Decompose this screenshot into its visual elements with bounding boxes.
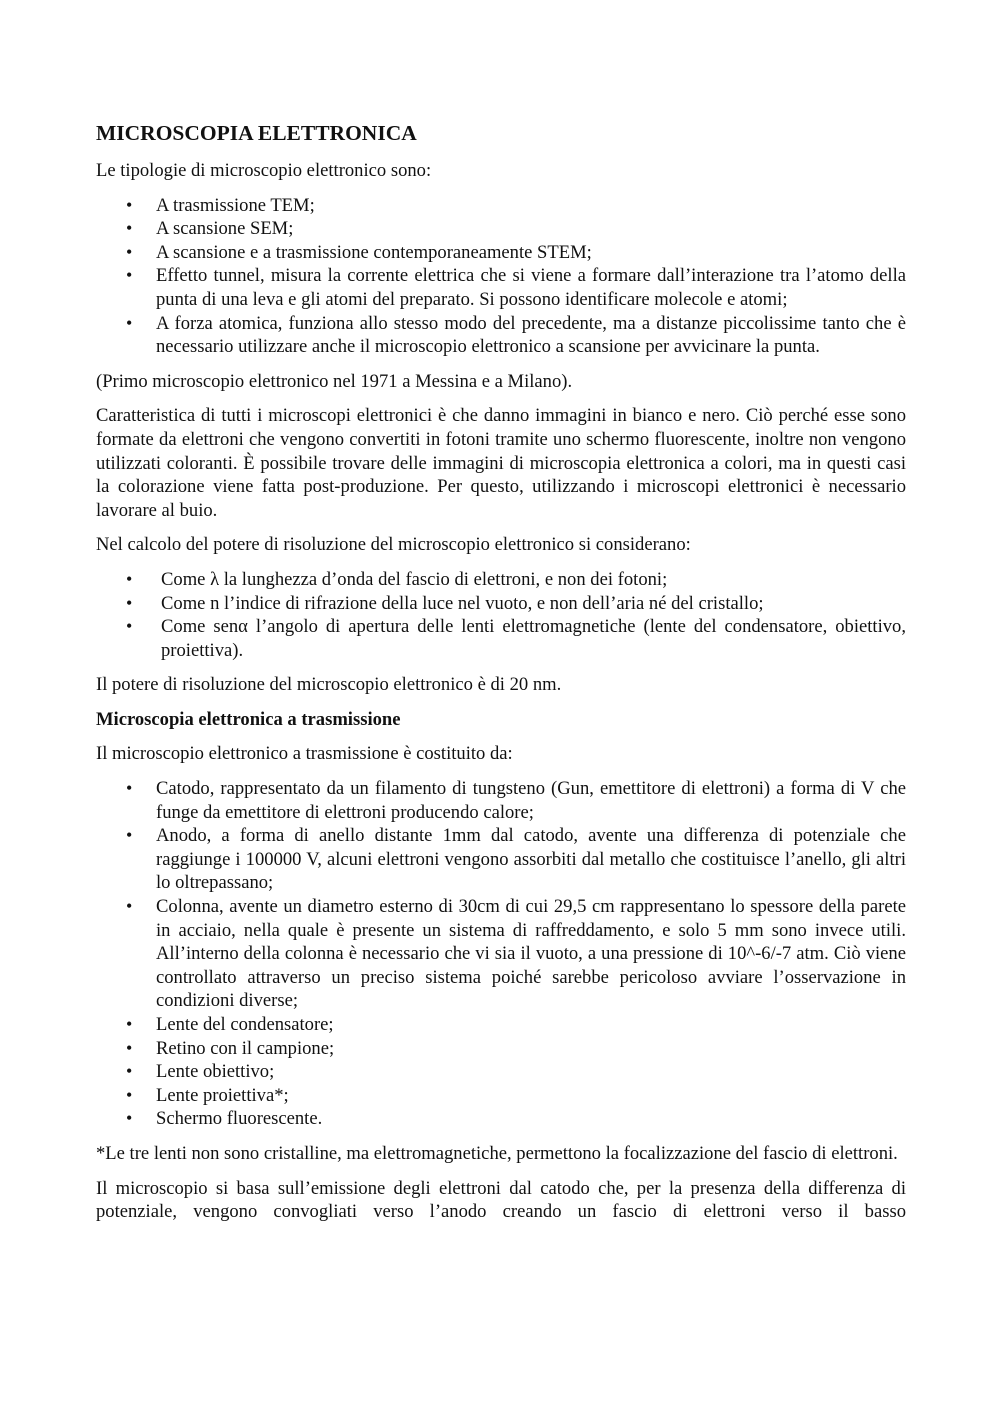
resolution-list [96, 568, 906, 662]
list-item: • A scansione e a trasmissione contemporaneamente STEM; [96, 241, 906, 265]
list-item: • Effetto tunnel, misura la corrente elettrica che si viene a formare dall’interazione tra l’atomo della punta di una leva e gli atomi del preparato. Si possono identificare molecole e atomi; [96, 264, 906, 311]
intro-text: Le tipologie di microscopio elettronico sono: [96, 160, 432, 181]
page-title: MICROSCOPIA ELETTRONICA [96, 121, 417, 145]
lens-note: *Le tre lenti non sono cristalline, ma elettromagnetiche, permettono la focalizzazione del fascio di elettroni. [96, 1142, 898, 1164]
list-item: • Come senα l’angolo di apertura delle lenti elettromagnetiche (lente del condensatore, obiettivo, proiettiva). [96, 615, 906, 662]
list-item: • Colonna, avente un diametro esterno di 30cm di cui 29,5 cm rappresentano lo spessore della parete in acciaio, nella quale è presente un sistema di raffreddamento, e solo 5 mm sono invece utili. All’interno della colonna è necessario che vi sia il vuoto, a una pressione di 10^-6/-7 atm. Ciò viene controllato attraverso un preciso sistema poiché sarebbe pericoloso avviare l’osservazione in condizioni diverse; [96, 895, 906, 1013]
resolution-value: Il potere di risoluzione del microscopio elettronico è di 20 nm. [96, 674, 562, 696]
colors-paragraph: Caratteristica di tutti i microscopi elettronici è che danno immagini in bianco e nero. Ciò perché esse sono formate da elettroni che vengono convertiti in fotoni tramite uno schermo fluorescente, inoltre non vengono utilizzati coloranti. È possibile trovare delle immagini di microscopia elettronica a colori, ma in questi casi la colorazione viene fatta post-produzione. Per questo, utilizzando i microscopi elettronici è necessario lavorare al buio. [96, 405, 906, 521]
section-subtitle: Microscopia elettronica a trasmissione [96, 708, 401, 730]
resolution-intro: Nel calcolo del potere di risoluzione del microscopio elettronico si considerano: [96, 534, 691, 556]
list-item: • Lente obiettivo; [96, 1060, 906, 1084]
list-item: • Lente del condensatore; [96, 1013, 906, 1037]
list-item: • Lente proiettiva*; [96, 1084, 906, 1108]
list-item: • Anodo, a forma di anello distante 1mm dal catodo, avente una differenza di potenziale che raggiunge i 100000 V, alcuni elettroni vengono assorbiti dal metallo che costituisce l’anello, gli altri lo oltrepassano; [96, 824, 906, 895]
list-item: • Catodo, rappresentato da un filamento di tungsteno (Gun, emettitore di elettroni) a forma di V che funge da emettitore di elettroni producendo calore; [96, 777, 906, 824]
first-microscope-note: (Primo microscopio elettronico nel 1971 a Messina e a Milano). [96, 370, 573, 392]
list-item: • A scansione SEM; [96, 217, 906, 241]
list-item: • Schermo fluorescente. [96, 1107, 906, 1131]
list-item: • Retino con il campione; [96, 1037, 906, 1061]
list-item: • A forza atomica, funziona allo stesso modo del precedente, ma a distanze piccolissime tanto che è necessario utilizzare anche il microscopio elettronico a scansione per avvicinare la punta. [96, 312, 906, 359]
list-item: • Come n l’indice di rifrazione della luce nel vuoto, e non dell’aria né del cristallo; [96, 592, 906, 616]
document-page [96, 118, 906, 1235]
microscope-types-list [96, 194, 906, 359]
tem-intro: Il microscopio elettronico a trasmissione è costituito da: [96, 743, 513, 765]
list-item: • Come λ la lunghezza d’onda del fascio di elettroni, e non dei fotoni; [96, 568, 906, 592]
tem-parts-list [96, 777, 906, 1131]
list-item: • A trasmissione TEM; [96, 194, 906, 218]
final-paragraph: Il microscopio si basa sull’emissione degli elettroni dal catodo che, per la presenza della differenza di potenziale, vengono convogliati verso l’anodo creando un fascio di elettroni verso il basso [96, 1177, 906, 1223]
